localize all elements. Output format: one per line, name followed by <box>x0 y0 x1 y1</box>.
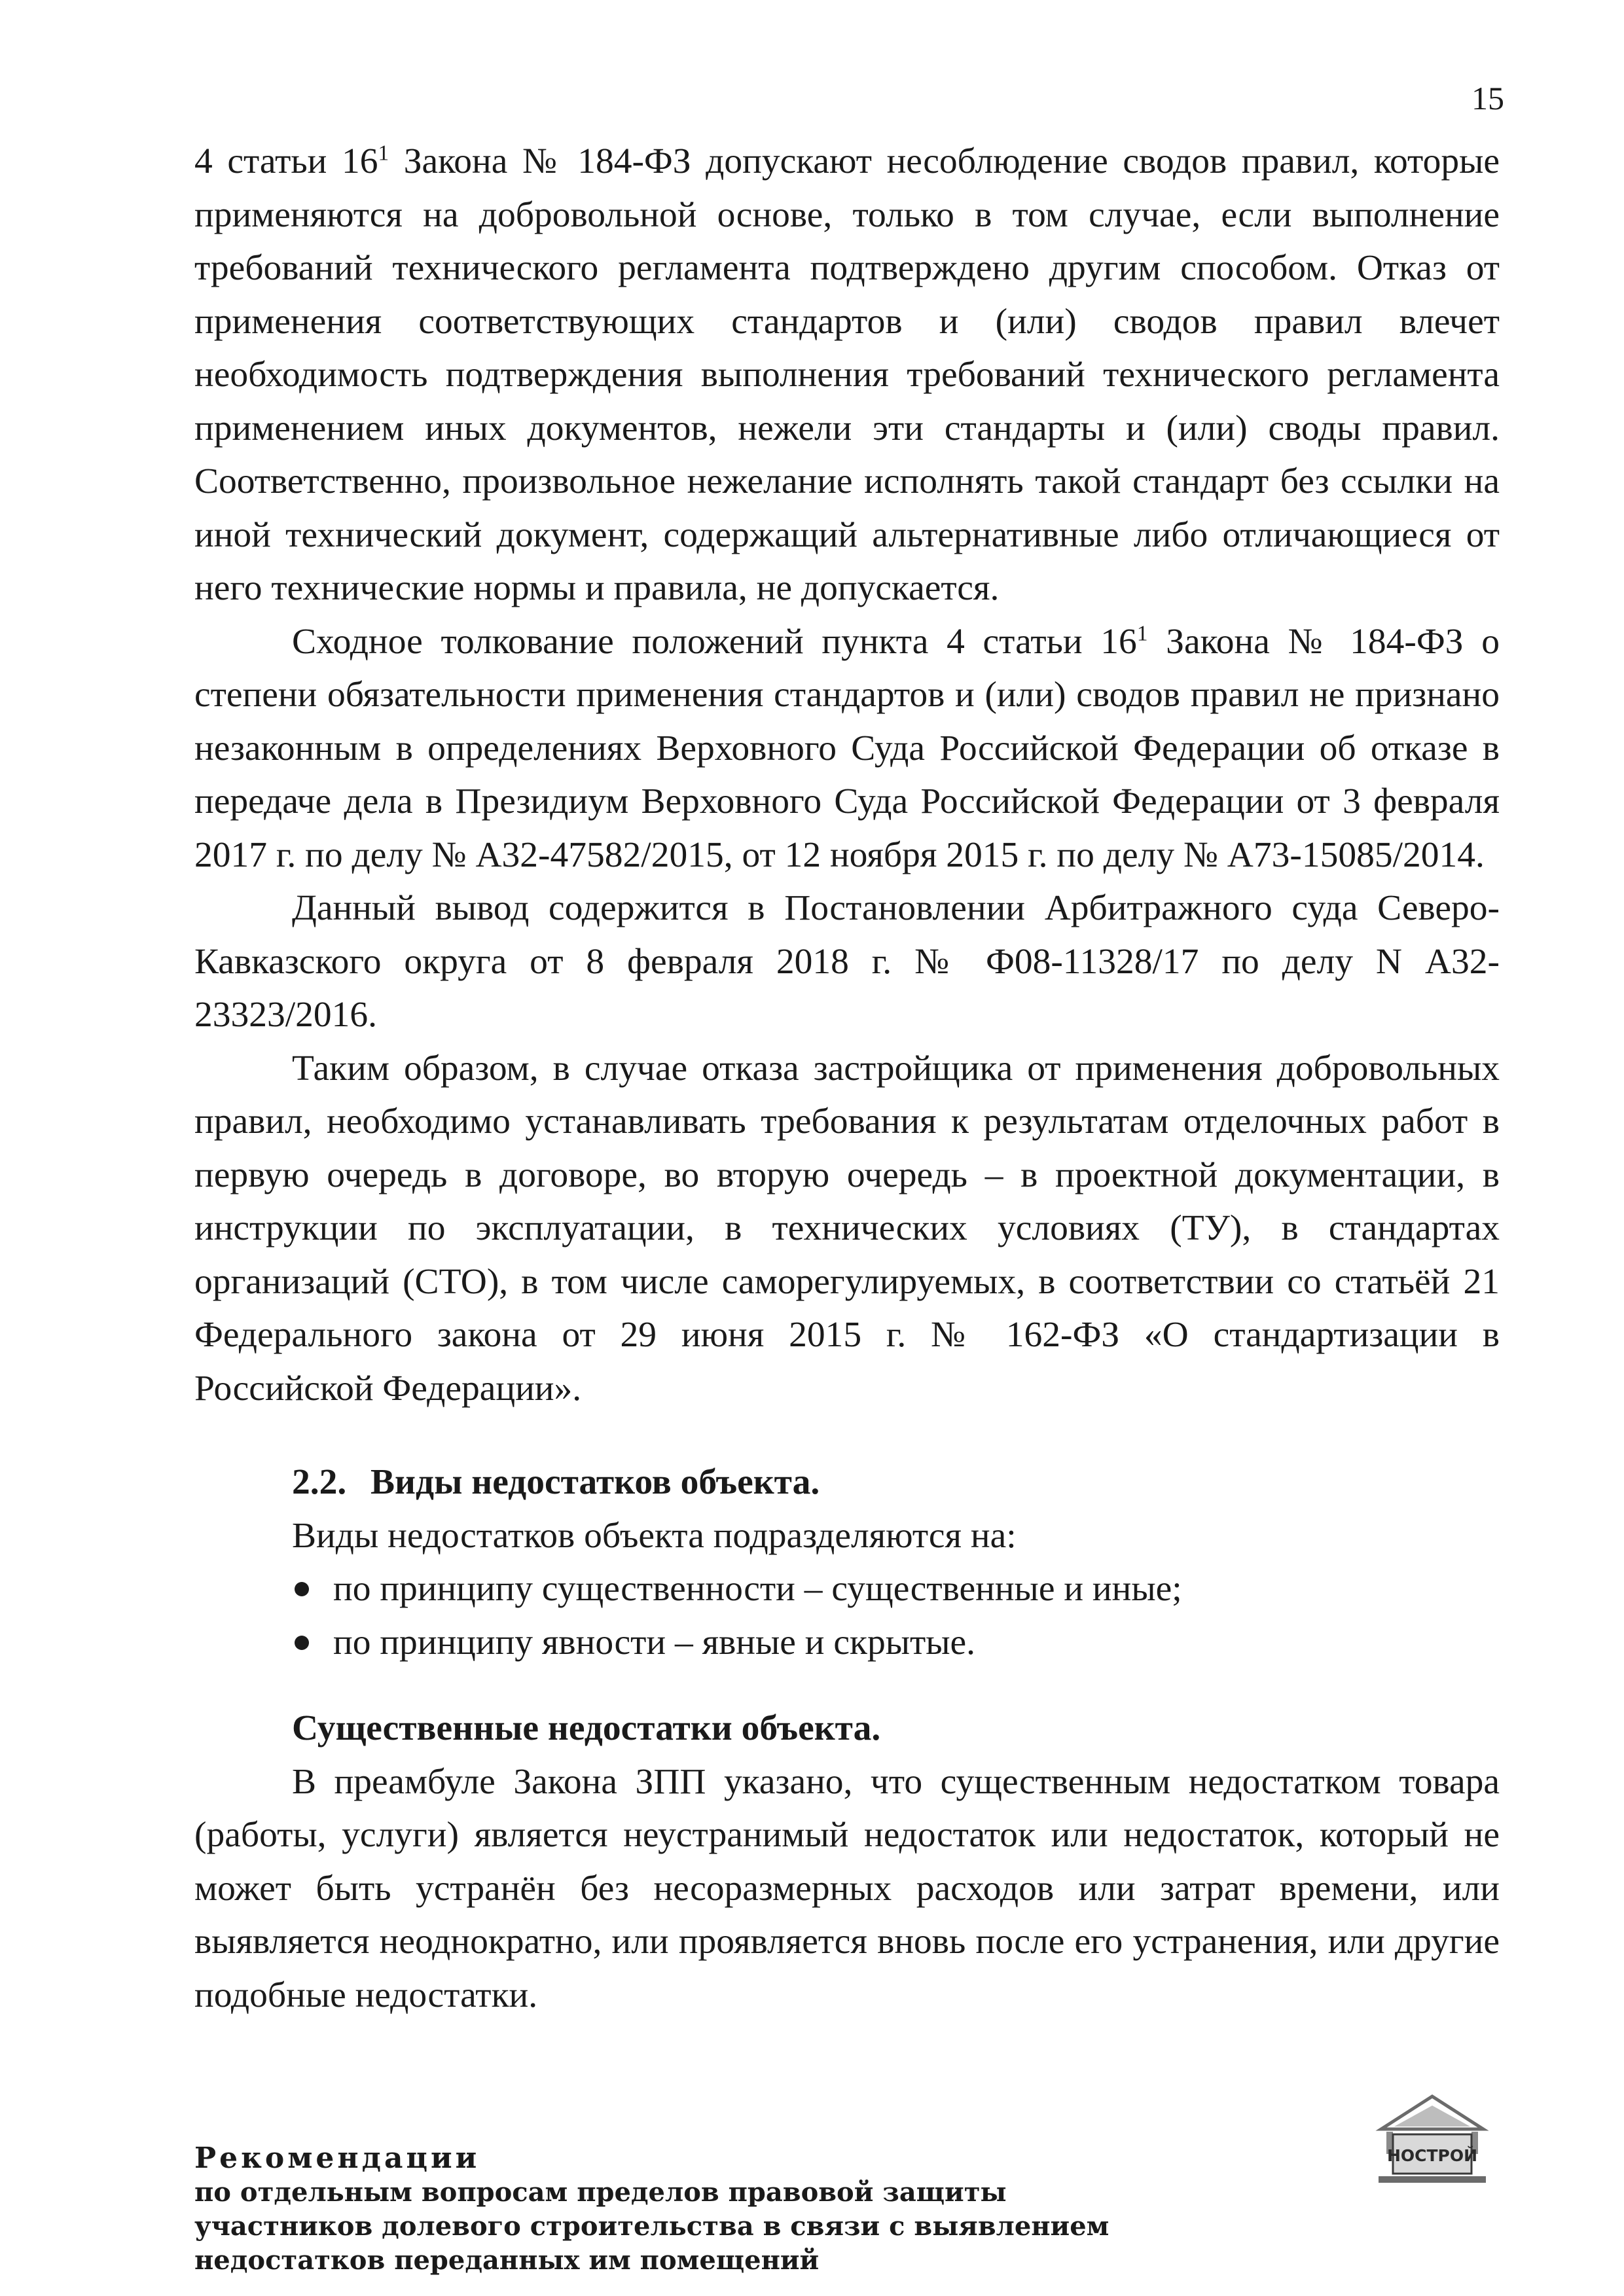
footer-title: Рекомендации <box>194 2142 480 2175</box>
footer <box>194 2142 1109 2278</box>
footer-line-3: недостатков переданных им помещений <box>194 2245 820 2276</box>
footer-line-2: участников долевого строительства в связи с выявлением <box>194 2211 1110 2242</box>
paragraph-6: В преамбуле Закона ЗПП указано, что существенным недостатком товара (работы, услуги) является неустранимый недостаток или недостаток, который не может быть устранён без несоразмерных расходов или затрат времени, или выявляется неоднократно, или проявляется вновь после его устранения, или другие подобные недостатки. <box>194 1761 1500 2015</box>
page-number: 15 <box>1471 80 1504 117</box>
paragraph-3: Данный вывод содержится в Постановлении Арбитражного суда Северо-Кавказского округа от 8 февраля 2018 г. № Ф08-11328/17 по делу N А32-23323/2016. <box>194 888 1500 1035</box>
subheading: Существенные недостатки объекта. <box>292 1708 881 1748</box>
paragraph-5: Виды недостатков объекта подразделяются на: <box>292 1515 1017 1556</box>
footer-line-1: по отдельным вопросам пределов правовой защиты <box>194 2177 1007 2208</box>
paragraph-2: Сходное толкование положений пункта 4 статьи $16^1$ Закона № 184-ФЗ о степени обязательности применения стандартов и (или) сводов правил не признано незаконным в определениях Верховного Суда Российской Федерации об отказе в передаче дела в Президиум Верховного Суда Российской Федерации от 3 февраля 2017 г. по делу № А32-47582/2015, от 12 ноября 2015 г. по делу № А73-15085/2014. <box>194 621 1500 875</box>
section-heading <box>194 1456 1500 1509</box>
bullet-icon <box>295 1582 309 1596</box>
section-title: Виды недостатков объекта. <box>370 1462 820 1502</box>
paragraph-1: 4 статьи $16^1$ Закона № 184-ФЗ допускают несоблюдение сводов правил, которые применяются на добровольной основе, только в том случае, если выполнение требований технического регламента подтверждено другим способом. Отказ от применения соответствующих стандартов и (или) сводов правил влечет необходимость подтверждения выполнения требований технического регламента применением иных документов, нежели эти стандарты и (или) своды правил. Соответственно, произвольное нежелание исполнять такой стандарт без ссылки на иной технический документ, содержащий альтернативные либо отличающиеся от него технические нормы и правила, не допускается. <box>194 141 1500 608</box>
logo-text: НОСТРОЙ <box>1386 2146 1478 2165</box>
document-body <box>194 135 1500 2022</box>
list-item: по принципу существенности – существенные и иные; <box>194 1562 1500 1616</box>
nostroy-logo-icon <box>1373 2091 1491 2189</box>
list-item: по принципу явности – явные и скрытые. <box>194 1616 1500 1670</box>
section-number: 2.2. <box>292 1462 347 1502</box>
bullet-icon <box>295 1636 309 1650</box>
bullet-list <box>194 1562 1500 1669</box>
paragraph-4: Таким образом, в случае отказа застройщика от применения добровольных правил, необходимо устанавливать требования к результатам отделочных работ в первую очередь в договоре, во вторую очередь – в проектной документации, в инструкции по эксплуатации, в технических условиях (ТУ), в стандартах организаций (СТО), в том числе саморегулируемых, в соответствии со статьёй 21 Федерального закона от 29 июня 2015 г. № 162-ФЗ «О стандартизации в Российской Федерации». <box>194 1048 1500 1408</box>
